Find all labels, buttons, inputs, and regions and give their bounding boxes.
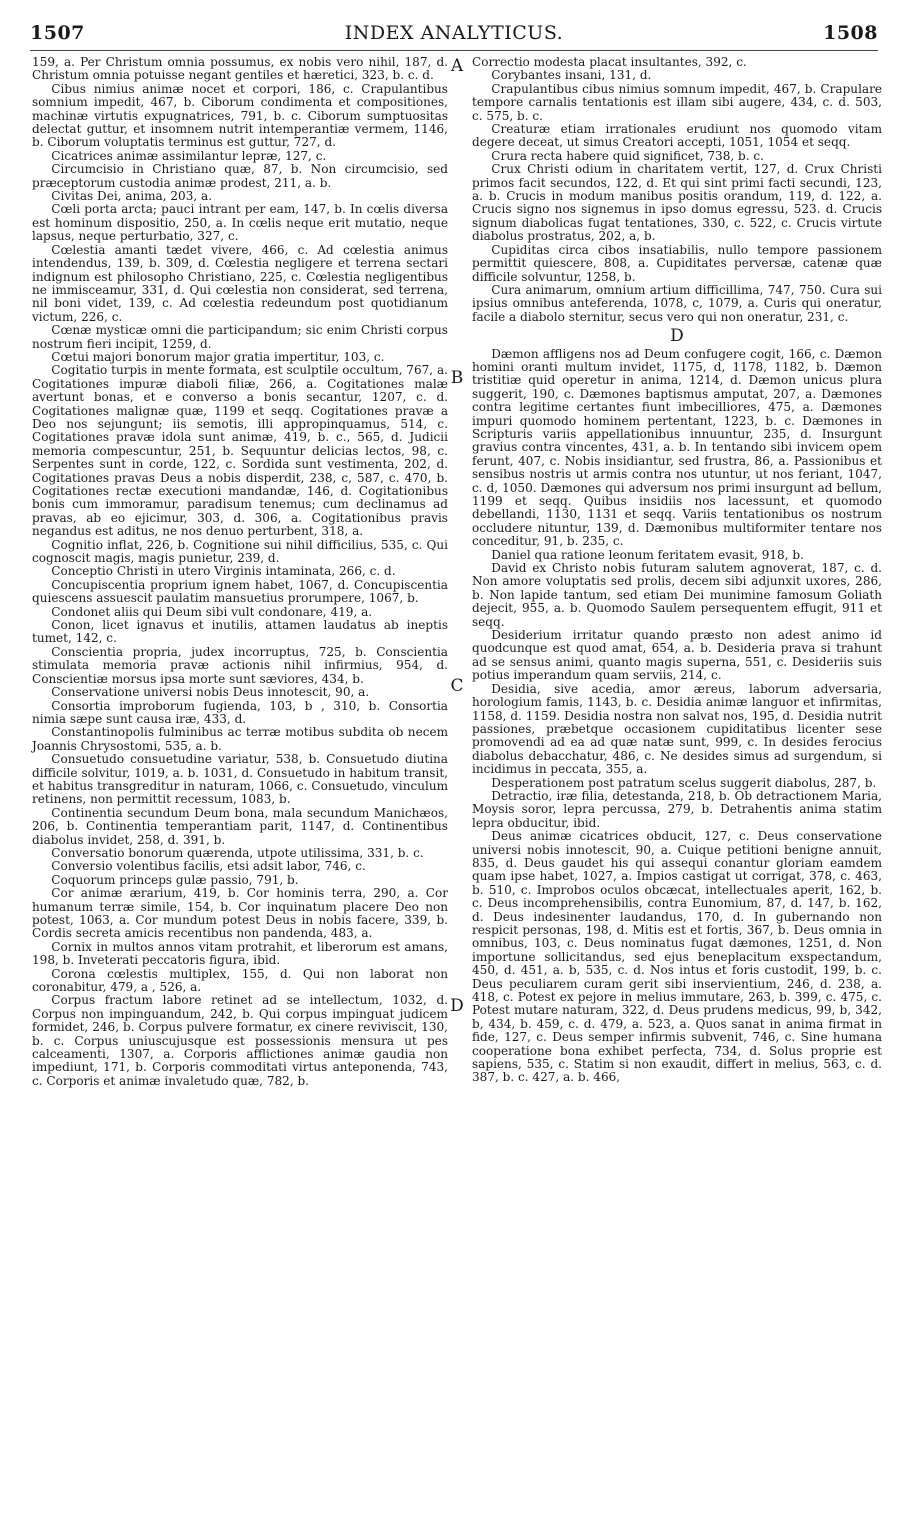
- index-entry: Desperationem post patratum scelus suggerit diabolus, 287, b.: [491, 775, 877, 790]
- index-entry: Cupiditas circa cibos insatiabilis, nullo tempore passionem permittit quiescere, 808, a. Cupiditates perversæ, catenæ quæ difficile solvuntur, 1258, b.: [472, 242, 882, 284]
- index-entry: Desiderium irritatur quando præsto non adest animo id quodcunque est quod amat, 654, a. b. Desideria prava si trahunt ad se sensus animi, quanto magis superna, 551, c. Desideriis suis potius imperandum quam serviis, 214, c.: [472, 628, 882, 683]
- index-entry: Cicatrices animæ assimilantur lepræ, 127, c.: [51, 148, 327, 163]
- section-letter: D: [670, 326, 684, 347]
- index-entry: Cura animarum, omnium artium difficillima, 747, 750. Cura sui ipsius omnibus anteferenda, 1078, c, 1079, a. Curis qui oneratur, facile a diabolo sternitur, secus vero qui non oneratur, 231, c.: [472, 282, 882, 324]
- index-entry: Cogitatio turpis in mente formata, est sculptile occultum, 767, a. Cogitationes impuræ diaboli filiæ, 266, a. Cogitationes malæ avertunt bonas, et e converso a bonis secantur, 1207, c. d. Cogitationes malignæ quæ, 1199 et seqq. Cogitationes pravæ a Deo nos sejungunt; iis semotis, illi appropinquamus, 514, c. Cogitationes pravæ idola sunt animæ, 419, b. c., 565, d. Judicii memoria compescuntur, 251, b. Sequuntur delicias lectos, 98, c. Serpentes sunt in corde, 122, c. Sordida sunt vestimenta, 202, d. Cogitationes pravas Deus a nobis disperdit, 238, c, 587, c. 470, b. Cogitationes rectæ executioni mandandæ, 146, d. Cogitationibus bonis cum immoramur, paradisum tenemus; cum declinamus ad pravas, ab eo ejicimur, 303, d. 306, a. Cogitationibus pravis negandus est aditus, ne nos denuo perturbent, 318, a.: [32, 363, 448, 539]
- index-entry: Civitas Dei, anima, 203, a.: [51, 189, 213, 204]
- index-entry: Conscientia propria, judex incorruptus, 725, b. Conscientia stimulata memoria pravæ actionis nihil infirmius, 954, d. Conscientiæ morsus ipsa morte sunt sæviores, 434, b.: [32, 644, 448, 686]
- gutter-letter-b: B: [450, 368, 464, 388]
- index-entry: David ex Christo nobis futuram salutem agnoverat, 187, c. d. Non amore voluptatis sed prolis, decem sibi adjunxit uxores, 286, b. Non lapide tantum, sed etiam Dei munimine famosum Goliath dejecit, 955, a. b. Quomodo Saulem persequentem effugit, 911 et seqq.: [472, 561, 882, 629]
- index-entry: Crura recta habere quid significet, 738, b. c.: [491, 148, 764, 163]
- index-entry: Correctio modesta placat insultantes, 392, c.: [472, 55, 747, 69]
- index-entry: Conversatio bonorum quærenda, utpote utilissima, 331, b. c.: [51, 845, 424, 860]
- left-page-number: 1507: [30, 22, 85, 44]
- left-column: [32, 56, 448, 1088]
- index-entry: Conceptio Christi in utero Virginis intaminata, 266, c. d.: [51, 564, 396, 579]
- index-entry: Conon, licet ignavus et inutilis, attamen laudatus ab ineptis tumet, 142, c.: [32, 618, 448, 646]
- index-entry: Cœlestia amanti tædet vivere, 466, c. Ad cœlestia animus intendendus, 139, b. 309, d. Cœlestia negligere et terrena sectari indignum est philosopho Christiano, 225, c. Cœlestia negligentibus ne immisceamur, 331, d. Qui cœlestia non considerat, sed terrena, nil boni videt, 139, c. Ad cœlestia redeundum post quotidianum victum, 226, c.: [32, 242, 448, 324]
- index-entry: Cognitio inflat, 226, b. Cognitione sui nihil difficilius, 535, c. Qui cognoscit magis, magis punietur, 239, d.: [32, 537, 448, 566]
- running-title: INDEX ANALYTICUS.: [344, 22, 564, 44]
- index-entry: Corybantes insani, 131, d.: [491, 68, 652, 83]
- index-entry: Continentia secundum Deum bona, mala secundum Manichæos, 206, b. Continentia temperantiam parit, 1147, d. Continentibus diabolus invidet, 258, d. 391, b.: [32, 805, 448, 847]
- index-entry: Consuetudo consuetudine variatur, 538, b. Consuetudo diutina difficile solvitur, 1019, a. b. 1031, d. Consuetudo in habitum transit, et habitus transgreditur in naturam, 1066, c. Consuetudo, vinculum retinens, non permittit recessum, 1083, b.: [32, 752, 448, 807]
- index-entry: Corona cœlestis multiplex, 155, d. Qui non laborat non coronabitur, 479, a , 526, a.: [32, 966, 448, 995]
- index-entry: Deus animæ cicatrices obducit, 127, c. Deus conservatione universi nobis innotescit, 90, a. Cuique petitioni benigne annuit, 835, d. Deus gaudet his qui assequi conantur gloriam eamdem quam ipse habet, 1027, a. Impios castigat ut corrigat, 378, c. 463, b. 510, c. Improbos oculos obcæcat, intellectuales aperit, 162, b. c. Deus incomprehensibilis, contra Eunomium, 87, d. 147, b. 162, d. Deus indesinenter laudandus, 170, d. In gubernando non respicit personas, 198, d. Mitis est et fortis, 367, b. Deus omnia in omnibus, 103, c. Deus nominatus fugat dæmones, 1251, d. Non importune sollicitandus, sed ejus beneplacitum exspectandum, 450, d. 451, a. b, 535, c. d. Nos intus et foris custodit, 199, b. c. Deus peculiarem curam gerit sibi inservientium, 246, d. 238, a. 418, c. Potest ex pejore in melius immutare, 263, b. 399, c. 475, c. Potest mutare naturam, 322, d. Deus prudens medicus, 99, b, 342, b, 434, b. 459, c. d. 479, a. 523, a. Quos sanat in anima firmat in fide, 127, c. Deus semper infirmis subvenit, 746, c. Sine humana cooperatione bona exhibet perfecta, 734, d. Solus proprie est sapiens, 535, c. Statim si non exaudit, differt in melius, 563, c. d. 387, b. c. 427, a. b. 466,: [472, 829, 882, 1085]
- index-entry: Desidia, sive acedia, amor æreus, laborum adversaria, horologium famis, 1143, b. c. Desidia animæ languor et infirmitas, 1158, d. 1159. Desidia nostra non salvat nos, 195, d. Desidia nutrit passiones, præbetque occasionem cupiditatibus licenter sese promovendi ad ea ad quæ natæ sunt, 999, c. In desides ferocius diabolus debacchatur, 486, c. Ne desides simus ad surgendum, si incidimus in peccata, 355, a.: [472, 681, 882, 777]
- index-entry: Dæmon affligens nos ad Deum confugere cogit, 166, c. Dæmon homini oranti multum invidet, 1175, d, 1178, 1182, b. Dæmon tristitiæ quid operetur in anima, 1214, d. Dæmon unicus plura suggerit, 190, c. Dæmones baptismus amputat, 207, a. Dæmones contra legitime certantes fiunt imbecilliores, 475, a. Dæmones impuri quomodo hominem pertentant, 1223, b. c. Dæmones in Scripturis variis appellationibus innuuntur, 235, d. Insurgunt gravius contra vincentes, 431, a. b. In tentando sibi invicem opem ferunt, 407, c. Nobis insidiantur, sed frustra, 86, a. Passionibus et sensibus nostris ut armis contra nos utuntur, ut nos feriant, 1047, c. d, 1050. Dæmones qui adversum nos primi insurgunt ad bellum, 1199 et seqq. Quibus insidiis nos lacessunt, et quomodo debellandi, 1130, 1131 et seqq. Variis tentationibus os nostrum occludere nituntur, 139, d. Dæmonibus multiformiter tentare nos conceditur, 91, b. 235, c.: [472, 346, 882, 549]
- header-rule: [30, 50, 878, 51]
- index-entry: Cœnæ mysticæ omni die participandum; sic enim Christi corpus nostrum fieri incipit, 1259, d.: [32, 323, 448, 351]
- index-entry: Crux Christi odium in charitatem vertit, 127, d. Crux Christi primos facit secundos, 122, d. Et qui sint primi facti secundi, 123, a. b. Crucis in modum manibus positis orandum, 119, d. 122, a. Crucis signo nos signemus in ipso domus egressu, 523. d. Crucis signum diabolicas fugat tentationes, 330, c. 522, c. Crucis virtute diabolus prostratus, 202, a, b.: [472, 162, 882, 244]
- index-entry: 159, a. Per Christum omnia possumus, ex nobis vero nihil, 187, d. Christum omnia potuisse negant gentiles et hæretici, 323, b. c. d.: [32, 55, 448, 83]
- index-entry: Crapulantibus cibus nimius somnum impedit, 467, b. Crapulare tempore carnalis tentationis est illam sibi augere, 434, c. d. 503, c. 575, b. c.: [472, 81, 882, 123]
- index-entry: Cibus nimius animæ nocet et corpori, 186, c. Crapulantibus somnium impedit, 467, b. Ciborum condimenta et compositiones, machinæ virtutis expugnatrices, 791, b. c. Ciborum sumptuositas delectat guttur, et insomnem nutrit intemperantiæ vermem, 1146, b. Ciborum voluptatis terminus est guttur, 727, d.: [32, 81, 448, 150]
- index-entry: Cœtui majori bonorum major gratia impertitur, 103, c.: [51, 349, 385, 364]
- index-entry: Consortia improborum fugienda, 103, b , 310, b. Consortia nimia sæpe sunt causa iræ, 433, d.: [32, 698, 448, 726]
- right-column: [472, 56, 882, 1085]
- index-entry: Cornix in multos annos vitam protrahit, et liberorum est amans, 198, b. Inveterati peccatoris figura, ibid.: [32, 939, 448, 968]
- index-entry: Cœli porta arcta; pauci intrant per eam, 147, b. In cœlis diversa est hominum dispositio, 250, a. In cœlis neque erit mutatio, neque lapsus, neque perturbatio, 327, c.: [32, 202, 448, 244]
- index-entry: Condonet aliis qui Deum sibi vult condonare, 419, a.: [51, 604, 373, 619]
- gutter-letter-c: C: [450, 676, 464, 696]
- index-entry: Cor animæ ærarium, 419, b. Cor hominis terra, 290, a. Cor humanum terræ simile, 154, b. Cor inquinatum placere Deo non potest, 1063, a. Cor mundum potest Deus in nobis facere, 339, b. Cordis secreta amicis recentibus non pandenda, 483, a.: [32, 886, 448, 941]
- index-entry: Conservatione universi nobis Deus innotescit, 90, a.: [51, 685, 370, 700]
- gutter-letter-d: D: [450, 996, 464, 1016]
- index-entry: Detractio, iræ filia, detestanda, 218, b. Ob detractionem Maria, Moysis soror, lepra percussa, 279, b. Detrahentis anima statim lepra obducitur, ibid.: [472, 788, 882, 830]
- index-entry: Coquorum princeps gulæ passio, 791, b.: [51, 872, 299, 887]
- right-page-number: 1508: [823, 22, 878, 44]
- index-entry: Daniel qua ratione leonum feritatem evasit, 918, b.: [491, 547, 804, 562]
- index-entry: Circumcisio in Christiano quæ, 87, b. Non circumcisio, sed præceptorum custodia animæ prodest, 211, a. b.: [32, 162, 448, 190]
- index-entry: Conversio volentibus facilis, etsi adsit labor, 746, c.: [51, 859, 366, 874]
- index-entry: Constantinopolis fulminibus ac terræ motibus subdita ob necem Joannis Chrysostomi, 535, a. b.: [32, 725, 448, 753]
- index-entry: Concupiscentia proprium ignem habet, 1067, d. Concupiscentia quiescens assuescit paulatim mansuetius prorumpere, 1067, b.: [32, 577, 448, 606]
- index-entry: Corpus fractum labore retinet ad se intellectum, 1032, d. Corpus non impinguandum, 242, b. Qui corpus impinguat judicem formidet, 246, b. Corpus pulvere formatur, ex cinere reviviscit, 130, b. c. Corpus uniuscujusque est possessionis mensura ut pes calceamenti, 1307, a. Corporis afflictiones animæ gaudia non impediunt, 171, b. Corporis commoditati virtus anteponenda, 743, c. Corporis et animæ invaletudo quæ, 782, b.: [32, 993, 448, 1088]
- running-header: [30, 22, 878, 52]
- gutter-letter-a: A: [450, 56, 464, 76]
- index-entry: Creaturæ etiam irrationales erudiunt nos quomodo vitam degere deceat, ut simus Creatori accepti, 1051, 1054 et seqq.: [472, 122, 882, 150]
